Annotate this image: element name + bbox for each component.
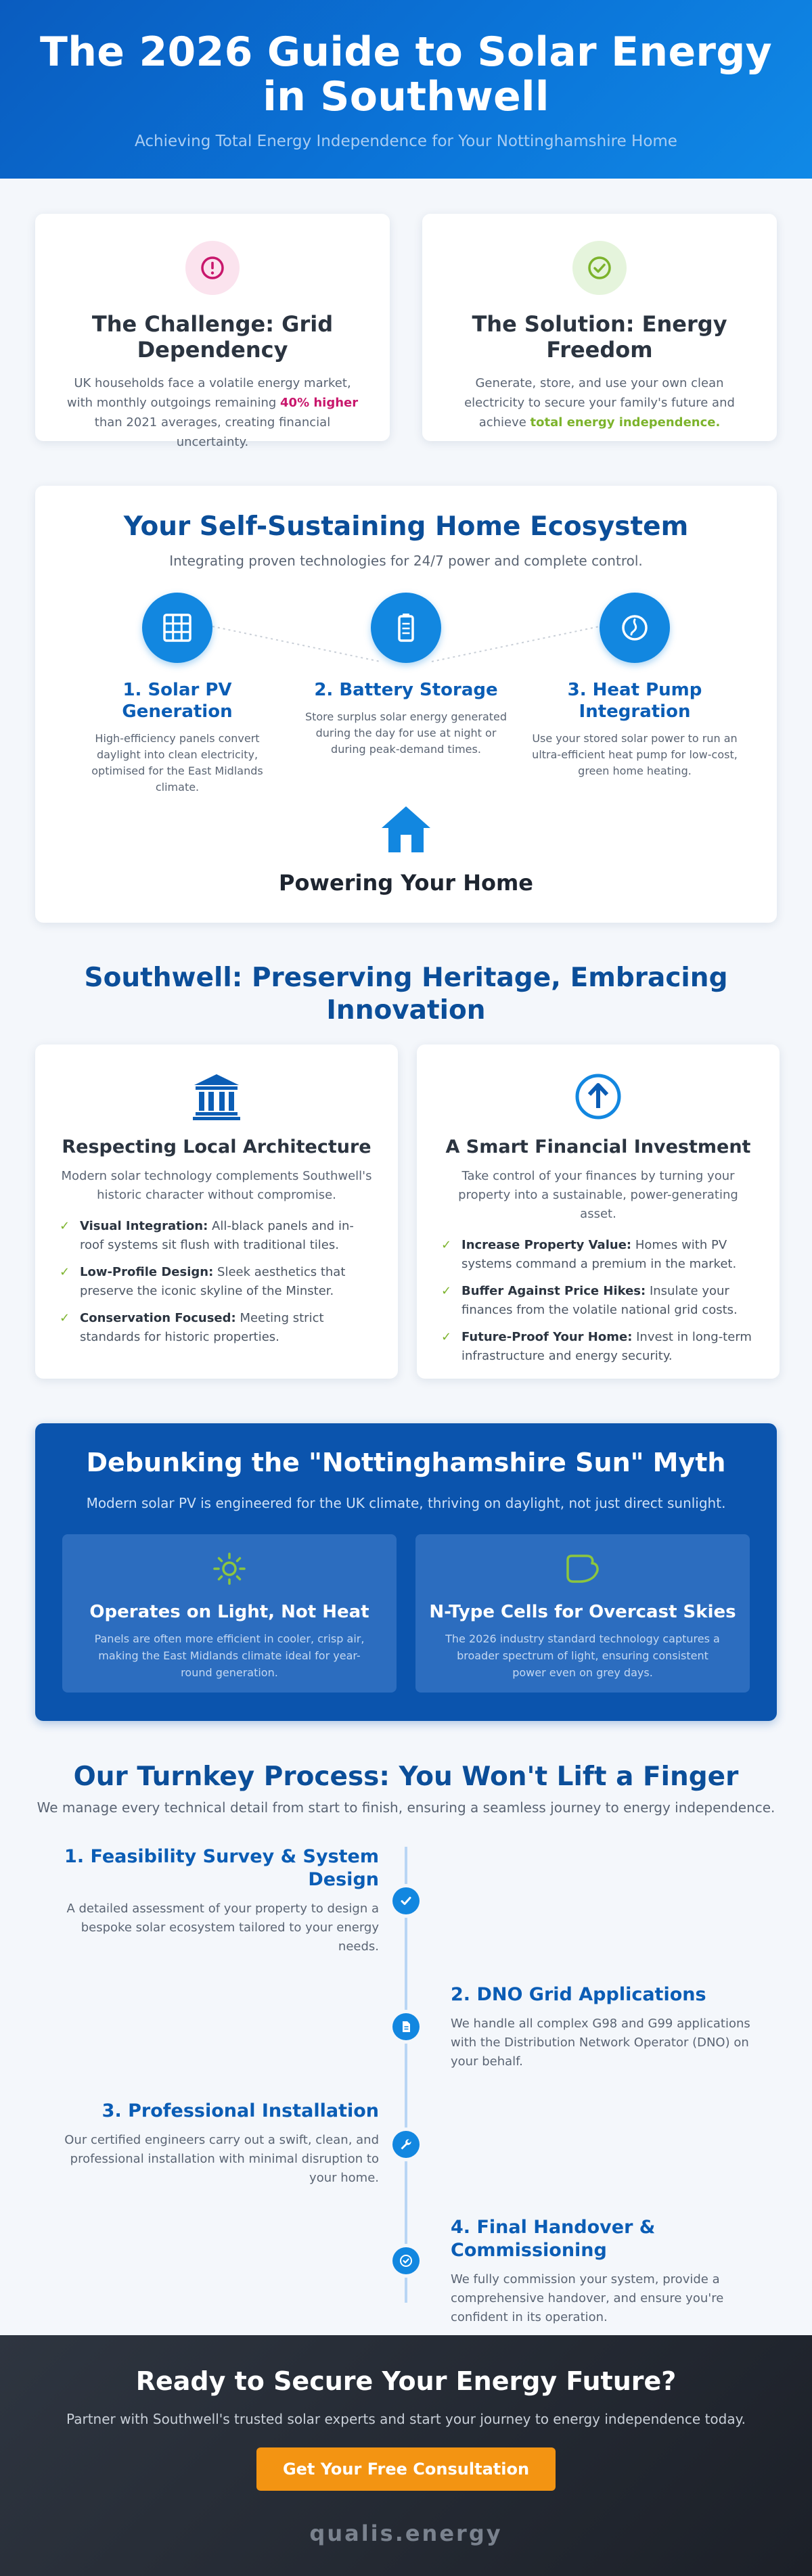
myth-card-text: Panels are often more efficient in cooler, crisp air, making the East Midlands climate ideal for year-round generation.: [94, 1632, 365, 1679]
free-consultation-button[interactable]: Get Your Free Consultation: [256, 2447, 556, 2491]
myth-subtitle: Modern solar PV is engineered for the UK climate, thriving on daylight, not just direct sunlight.: [86, 1495, 726, 1511]
process-step-3: [54, 2100, 379, 2188]
list-item-heading: Increase Property Value:: [461, 1238, 632, 1252]
list-item: [60, 1309, 374, 1347]
list-item: [441, 1282, 755, 1320]
process-title: Our Turnkey Process: You Won't Lift a Finger: [73, 1762, 739, 1792]
process-step-2: [451, 1983, 775, 2071]
check-icon: [392, 1887, 420, 1914]
architecture-title: Respecting Local Architecture: [62, 1136, 371, 1157]
list-item-text: Meeting strict standards for historic properties.: [80, 1311, 324, 1344]
ecosystem-steps: [35, 593, 777, 794]
process-subtitle: We manage every technical detail from start to finish, ensuring a seamless journey to energy independence.: [37, 1799, 775, 1816]
myth-card-text: The 2026 industry standard technology captures a broader spectrum of light, ensuring consistent power even on grey days.: [445, 1632, 720, 1679]
ecosystem-step-text: Store surplus solar energy generated during the day for use at night or during peak-demand times.: [304, 710, 508, 756]
myth-card-title: N-Type Cells for Overcast Skies: [429, 1602, 736, 1622]
cloud-icon: [415, 1552, 750, 1586]
ecosystem-step-battery: [298, 593, 514, 758]
check-icon: ✓: [60, 1219, 70, 1233]
list-item-heading: Future-Proof Your Home:: [461, 1330, 633, 1344]
list-item: [441, 1236, 755, 1274]
ecosystem-step-heat-pump: [526, 593, 743, 779]
timeline-line: [405, 1847, 407, 2303]
badge-check-icon: [392, 2247, 420, 2274]
challenge-text-end: than 2021 averages, creating financial uncertainty.: [94, 415, 331, 449]
challenge-solution-section: [35, 214, 777, 449]
list-item-text: Homes with PV systems command a premium in the market.: [461, 1238, 737, 1271]
investment-list: [441, 1236, 755, 1366]
list-item: [60, 1263, 374, 1301]
ecosystem-step-text: Use your stored solar power to run an ultra-efficient heat pump for low-cost, green home heating.: [532, 732, 738, 777]
check-icon: ✓: [60, 1311, 70, 1325]
check-icon: ✓: [60, 1265, 70, 1279]
ecosystem-step-title: 1. Solar PV Generation: [122, 680, 233, 722]
check-icon: ✓: [441, 1330, 452, 1344]
process-step-text: Our certified engineers carry out a swift, clean, and professional installation with minimal disruption to your home.: [64, 2133, 379, 2185]
investment-lead: Take control of your finances by turning your property into a sustainable, power-generating asset.: [458, 1169, 738, 1221]
list-item-heading: Buffer Against Price Hikes:: [461, 1284, 646, 1298]
process-step-title: 3. Professional Installation: [102, 2100, 379, 2121]
list-item-text: Invest in long-term infrastructure and energy security.: [461, 1330, 752, 1363]
architecture-lead: Modern solar technology complements Southwell's historic character without compromise.: [61, 1169, 372, 1202]
home-icon: [379, 802, 433, 856]
list-item: [60, 1217, 374, 1255]
page-title: [0, 30, 812, 119]
list-item-heading: Low-Profile Design:: [80, 1265, 214, 1279]
investment-card: [417, 1044, 780, 1379]
list-item-heading: Visual Integration:: [80, 1219, 208, 1233]
challenge-card: [35, 214, 390, 449]
list-item-text: All-black panels and in-roof systems sit flush with traditional tiles.: [80, 1219, 354, 1252]
process-step-text: A detailed assessment of your property to design a bespoke solar ecosystem tailored to your energy needs.: [66, 1902, 379, 1954]
solar-panel-icon: [142, 593, 212, 663]
ecosystem-subtitle: Integrating proven technologies for 24/7 power and complete control.: [169, 553, 643, 569]
architecture-list: [60, 1217, 374, 1347]
process-step-title: 4. Final Handover & Commissioning: [451, 2217, 656, 2261]
cta-title: Ready to Secure Your Energy Future?: [135, 2366, 677, 2396]
ecosystem-step-title: 2. Battery Storage: [314, 680, 498, 700]
solution-text: [448, 373, 751, 432]
process-step-1: [54, 1845, 379, 1956]
heat-pump-icon: [600, 593, 670, 663]
list-item-text: Insulate your finances from the volatile national grid costs.: [461, 1284, 738, 1317]
cta-subtitle: Partner with Southwell's trusted solar experts and start your journey to energy independence today.: [66, 2411, 746, 2427]
myth-title: Debunking the "Nottinghamshire Sun" Myth: [86, 1448, 726, 1477]
ecosystem-step-text: High-efficiency panels convert daylight into clean electricity, optimised for the East Midlands climate.: [91, 732, 263, 794]
check-icon: ✓: [441, 1284, 452, 1298]
cta-section: [0, 2335, 812, 2576]
investment-title: A Smart Financial Investment: [445, 1136, 751, 1157]
page-title-line-2: in Southwell: [263, 73, 549, 120]
challenge-text: [61, 373, 364, 452]
challenge-text-start: UK households face a volatile energy market, with monthly outgoings remaining: [66, 376, 351, 410]
architecture-card: [35, 1044, 398, 1379]
myth-card-title: Operates on Light, Not Heat: [89, 1602, 369, 1622]
list-item: [441, 1328, 755, 1366]
process-step-text: We handle all complex G98 and G99 applications with the Distribution Network Operator (DNO) on your behalf.: [451, 2017, 750, 2069]
battery-icon: [371, 593, 441, 663]
process-step-title: 1. Feasibility Survey & System Design: [64, 1846, 379, 1890]
arrow-up-circle-icon: [573, 1072, 623, 1122]
check-circle-icon: [572, 241, 627, 295]
process-step-text: We fully commission your system, provide a comprehensive handover, and ensure you're confident in its operation.: [451, 2272, 724, 2324]
list-item-heading: Conservation Focused:: [80, 1311, 236, 1325]
myth-card-overcast: [415, 1534, 750, 1693]
myth-card-light: [62, 1534, 397, 1693]
hero-banner: [0, 0, 812, 179]
ecosystem-step-title: 3. Heat Pump Integration: [567, 680, 702, 722]
wrench-icon: [392, 2131, 420, 2158]
solution-card: [422, 214, 777, 441]
ecosystem-title: Your Self-Sustaining Home Ecosystem: [123, 511, 689, 542]
sun-icon: [62, 1552, 397, 1586]
solution-highlight: total energy independence.: [530, 415, 721, 430]
myth-section: [35, 1423, 777, 1721]
challenge-highlight: 40% higher: [280, 396, 359, 410]
ecosystem-section: [35, 486, 777, 923]
document-icon: [392, 2013, 420, 2040]
alert-icon: [185, 241, 240, 295]
check-icon: ✓: [441, 1238, 452, 1252]
landmark-icon: [191, 1072, 242, 1122]
page-title-line-1: The 2026 Guide to Solar Energy: [40, 28, 772, 76]
process-step-title: 2. DNO Grid Applications: [451, 1984, 706, 2005]
challenge-title: The Challenge: Grid Dependency: [91, 311, 334, 363]
solution-text-start: Generate, store, and use your own clean electricity to secure your family's future and achieve: [464, 376, 735, 430]
brand-logo: qualis.energy: [309, 2521, 503, 2546]
list-item-text: Sleek aesthetics that preserve the iconic skyline of the Minster.: [80, 1265, 346, 1298]
heritage-title: Southwell: Preserving Heritage, Embracing Innovation: [84, 963, 728, 1026]
ecosystem-step-solar: [69, 593, 286, 796]
solution-title: The Solution: Energy Freedom: [472, 311, 727, 363]
hero-subtitle: Achieving Total Energy Independence for Your Nottinghamshire Home: [135, 133, 677, 150]
home-label: Powering Your Home: [278, 870, 533, 896]
process-step-4: [451, 2216, 775, 2327]
